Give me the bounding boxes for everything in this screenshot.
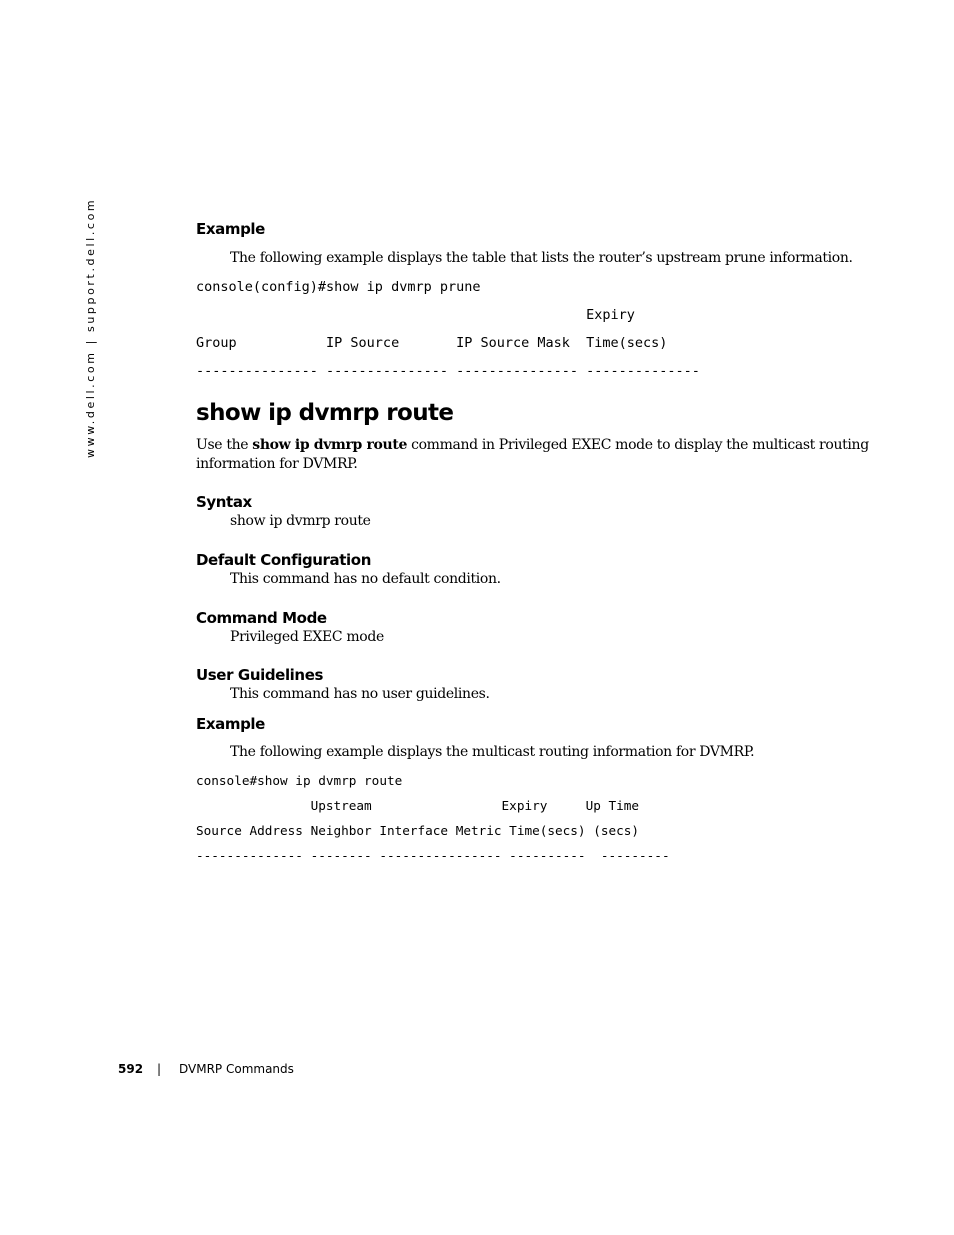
footer-chapter: DVMRP Commands bbox=[179, 1062, 294, 1076]
section-title: show ip dvmrp route bbox=[196, 400, 454, 426]
prune-table-header-1: Expiry bbox=[196, 307, 635, 323]
default-config-heading: Default Configuration bbox=[196, 551, 371, 569]
default-config-text: This command has no default condition. bbox=[230, 571, 501, 587]
prune-example-heading: Example bbox=[196, 220, 265, 238]
prune-example-description: The following example displays the table that lists the router’s upstream prune information. bbox=[230, 250, 853, 266]
syntax-text: show ip dvmrp route bbox=[230, 513, 371, 529]
route-table-separator: -------------- -------- ---------------- ---------- --------- bbox=[196, 848, 670, 863]
user-guidelines-heading: User Guidelines bbox=[196, 666, 324, 684]
command-mode-text: Privileged EXEC mode bbox=[230, 629, 384, 645]
intro-command: show ip dvmrp route bbox=[252, 437, 407, 453]
section-intro-line1 bbox=[196, 437, 869, 453]
user-guidelines-text: This command has no user guidelines. bbox=[230, 686, 490, 702]
route-example-heading: Example bbox=[196, 715, 265, 733]
prune-table-separator: --------------- --------------- --------------- -------------- bbox=[196, 363, 700, 379]
intro-suffix: command in Privileged EXEC mode to display the multicast routing bbox=[407, 437, 869, 453]
command-mode-heading: Command Mode bbox=[196, 609, 327, 627]
prune-command: console(config)#show ip dvmrp prune bbox=[196, 279, 481, 295]
route-command: console#show ip dvmrp route bbox=[196, 773, 403, 788]
route-table-header-1: Upstream Expiry Up Time bbox=[196, 798, 640, 813]
syntax-heading: Syntax bbox=[196, 493, 252, 511]
page-number: 592 bbox=[118, 1062, 144, 1076]
prune-table-header-2: Group IP Source IP Source Mask Time(secs) bbox=[196, 335, 668, 351]
route-table-header-2: Source Address Neighbor Interface Metric Time(secs) (secs) bbox=[196, 823, 640, 838]
section-intro-line2: information for DVMRP. bbox=[196, 456, 358, 472]
route-example-description: The following example displays the multicast routing information for DVMRP. bbox=[230, 744, 755, 760]
footer-divider: | bbox=[157, 1062, 162, 1076]
intro-prefix: Use the bbox=[196, 437, 253, 453]
sidebar-url: www.dell.com | support.dell.com bbox=[84, 197, 97, 458]
